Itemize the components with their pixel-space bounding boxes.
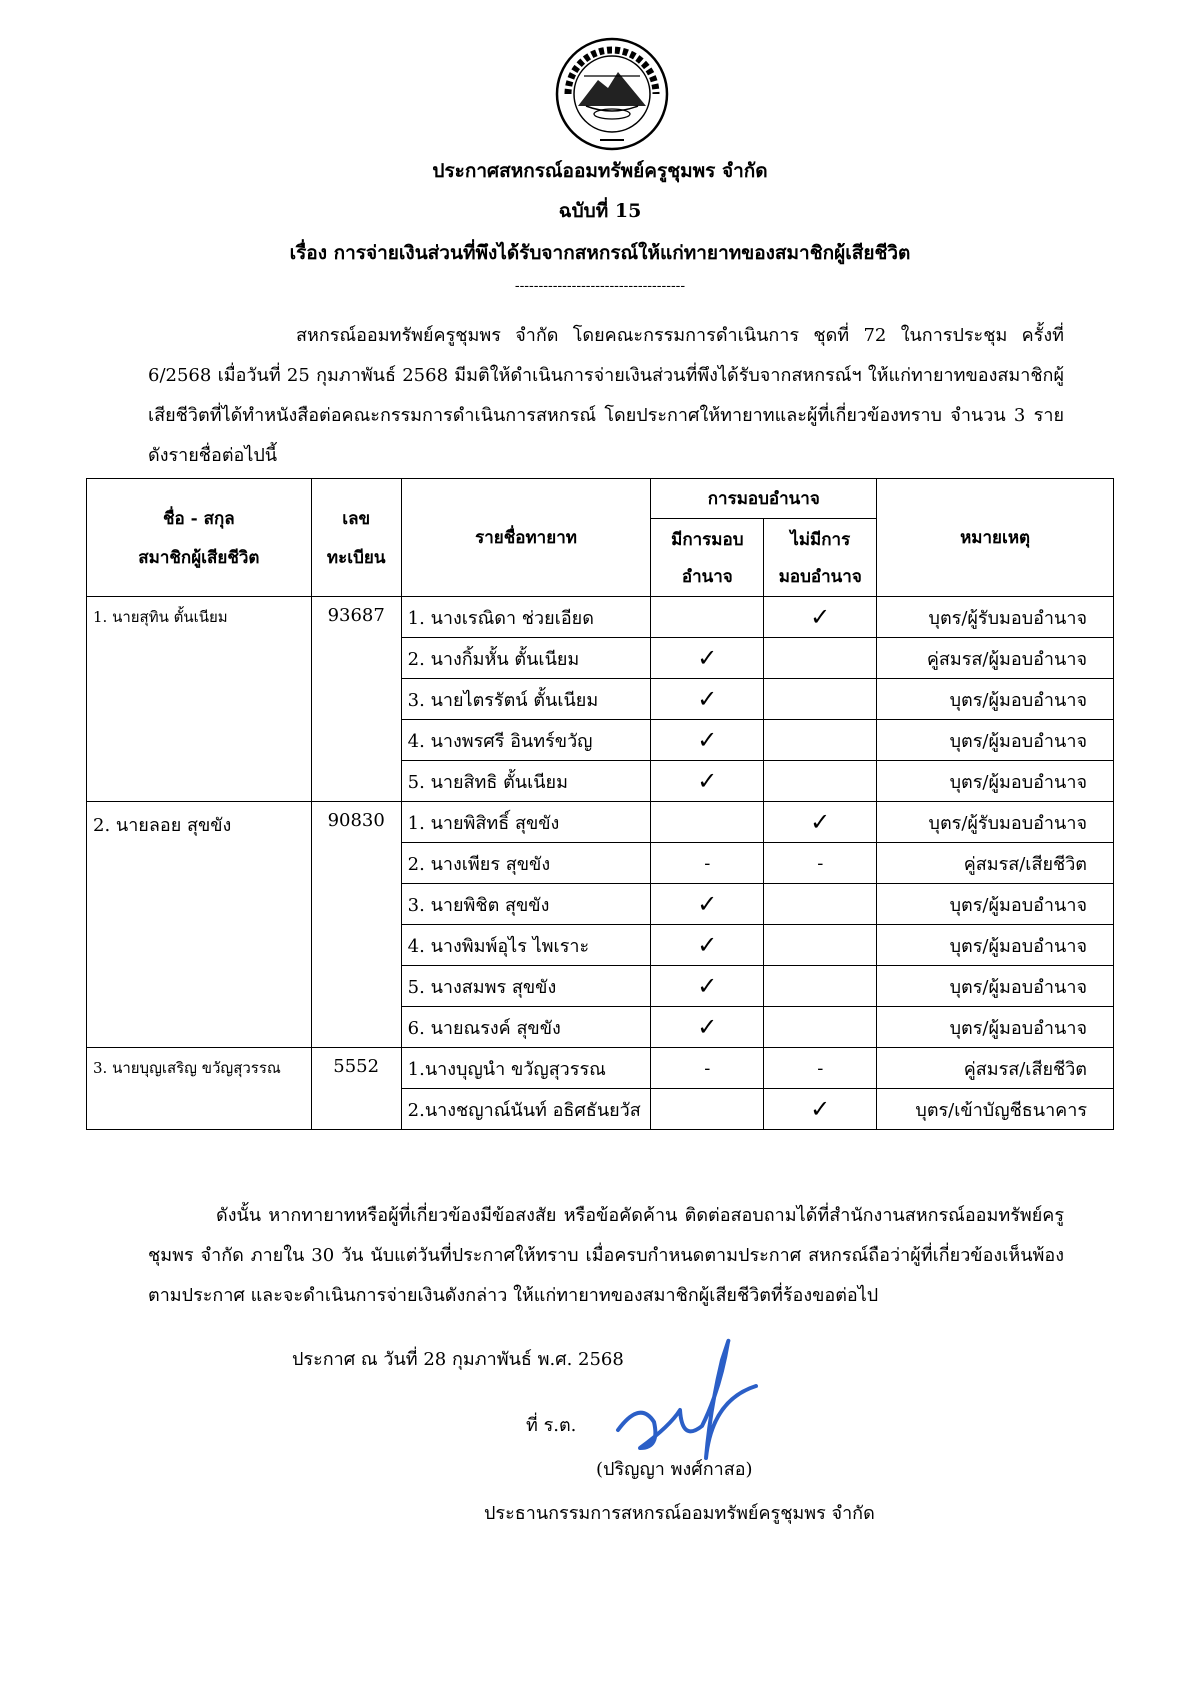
member-registration-number: 93687 [311,597,401,802]
heir-remark: บุตร/เข้าบัญชีธนาคาร [877,1089,1114,1130]
heir-remark: บุตร/ผู้มอบอำนาจ [877,1007,1114,1048]
issue-number: ฉบับที่ 15 [558,200,642,222]
check-mark-icon: ✓ [697,643,718,672]
member-name: 2. นายลอย สุขขัง [87,802,312,1048]
signer-rank: ที่ ร.ต. [526,1415,577,1436]
heir-name: 2. นางเพียร สุขขัง [401,843,651,884]
heirs-table-body [87,597,1114,1130]
heir-name: 5. นางสมพร สุขขัง [401,966,651,1007]
heirs-table [86,478,1114,1130]
dash-mark: - [817,1057,824,1079]
announcement-title: ประกาศสหกรณ์ออมทรัพย์ครูชุมพร จำกัด [432,160,768,182]
authority-granted-mark [651,884,764,925]
heir-name: 1. นางเรณิดา ช่วยเอียด [401,597,651,638]
member-registration-number: 5552 [311,1048,401,1130]
authority-not-granted-mark [764,843,877,884]
authority-not-granted-mark [764,884,877,925]
header-not-granted: ไม่มีการ มอบอำนาจ [764,519,877,597]
heir-remark: คู่สมรส/ผู้มอบอำนาจ [877,638,1114,679]
handwritten-signature [610,1330,760,1470]
check-mark-icon: ✓ [697,684,718,713]
authority-not-granted-mark [764,720,877,761]
closing-paragraph: ดังนั้น หากทายาทหรือผู้ที่เกี่ยวข้องมีข้อสงสัย หรือข้อคัดค้าน ติดต่อสอบถามได้ที่สำนักงานสหกรณ์ออมทรัพย์ครูชุมพร จำกัด ภายใน 30 วัน นับแต่วันที่ประกาศให้ทราบ เมื่อครบกำหนดตามประกาศ สหกรณ์ถือว่าผู้ที่เกี่ยวข้องเห็นพ้องตามประกาศ และจะดำเนินการจ่ายเงินดังกล่าว ให้แก่ทายาทของสมาชิกผู้เสียชีวิตที่ร้องขอต่อไป [148,1205,1064,1306]
authority-not-granted-mark [764,679,877,720]
authority-granted-mark [651,1007,764,1048]
check-mark-icon: ✓ [697,766,718,795]
authority-not-granted-mark [764,1089,877,1130]
authority-granted-mark [651,1089,764,1130]
check-mark-icon: ✓ [810,1094,831,1123]
check-mark-icon: ✓ [697,930,718,959]
heir-name: 1.นางบุญนำ ขวัญสุวรรณ [401,1048,651,1089]
authority-granted-mark [651,761,764,802]
authority-granted-mark [651,679,764,720]
table-row [87,802,1114,843]
announcement-subject: เรื่อง การจ่ายเงินส่วนที่พึงได้รับจากสหกรณ์ให้แก่ทายาทของสมาชิกผู้เสียชีวิต [289,242,911,264]
authority-not-granted-mark [764,1048,877,1089]
heir-remark: บุตร/ผู้มอบอำนาจ [877,884,1114,925]
member-registration-number: 90830 [311,802,401,1048]
heir-remark: บุตร/ผู้มอบอำนาจ [877,720,1114,761]
header-member: ชื่อ - สกุล สมาชิกผู้เสียชีวิต [87,479,312,597]
dash-mark: - [704,1057,711,1079]
dash-mark: - [817,852,824,874]
header-remark: หมายเหตุ [877,479,1114,597]
header-granted: มีการมอบ อำนาจ [651,519,764,597]
authority-not-granted-mark [764,1007,877,1048]
authority-not-granted-mark [764,966,877,1007]
member-name: 3. นายบุญเสริญ ขวัญสุวรรณ [87,1048,312,1130]
header-registration: เลข ทะเบียน [311,479,401,597]
check-mark-icon: ✓ [697,889,718,918]
heir-name: 3. นายพิชิต สุขขัง [401,884,651,925]
check-mark-icon: ✓ [697,971,718,1000]
table-row [87,597,1114,638]
heir-remark: บุตร/ผู้มอบอำนาจ [877,966,1114,1007]
authority-granted-mark [651,1048,764,1089]
authority-not-granted-mark [764,761,877,802]
authority-granted-mark [651,597,764,638]
authority-granted-mark [651,843,764,884]
authority-not-granted-mark [764,597,877,638]
authority-granted-mark [651,720,764,761]
heir-name: 4. นางพรศรี อินทร์ขวัญ [401,720,651,761]
heir-remark: คู่สมรส/เสียชีวิต [877,843,1114,884]
authority-granted-mark [651,638,764,679]
signer-position: ประธานกรรมการสหกรณ์ออมทรัพย์ครูชุมพร จำกัด [484,1503,875,1524]
authority-not-granted-mark [764,638,877,679]
intro-paragraph: สหกรณ์ออมทรัพย์ครูชุมพร จำกัด โดยคณะกรรมการดำเนินการ ชุดที่ 72 ในการประชุม ครั้งที่ 6/2568 เมื่อวันที่ 25 กุมภาพันธ์ 2568 มีมติให้ดำเนินการจ่ายเงินส่วนที่พึงได้รับจากสหกรณ์ฯ ให้แก่ทายาทของสมาชิกผู้เสียชีวิตที่ได้ทำหนังสือต่อคณะกรรมการดำเนินการสหกรณ์ โดยประกาศให้ทายาทและผู้ที่เกี่ยวข้องทราบ จำนวน 3 ราย ดังรายชื่อต่อไปนี้ [148,325,1064,466]
heir-remark: บุตร/ผู้รับมอบอำนาจ [877,597,1114,638]
table-row [87,1048,1114,1089]
heir-name: 1. นายพิสิทธิ์ สุขขัง [401,802,651,843]
header-authority: การมอบอำนาจ [651,479,877,519]
heir-remark: บุตร/ผู้มอบอำนาจ [877,679,1114,720]
authority-not-granted-mark [764,925,877,966]
heir-remark: บุตร/ผู้รับมอบอำนาจ [877,802,1114,843]
heir-remark: บุตร/ผู้มอบอำนาจ [877,925,1114,966]
cooperative-seal-logo [554,36,670,152]
heir-remark: คู่สมรส/เสียชีวิต [877,1048,1114,1089]
announcement-date: ประกาศ ณ วันที่ 28 กุมภาพันธ์ พ.ศ. 2568 [292,1349,624,1370]
dash-mark: - [704,852,711,874]
header-heirs: รายชื่อทายาท [401,479,651,597]
heir-remark: บุตร/ผู้มอบอำนาจ [877,761,1114,802]
heir-name: 5. นายสิทธิ ตั้นเนียม [401,761,651,802]
heir-name: 4. นางพิมพ์อุไร ไพเราะ [401,925,651,966]
heir-name: 2. นางกิ้มหั้น ตั้นเนียม [401,638,651,679]
heir-name: 2.นางชญาณ์นันท์ อธิศธันยวัส [401,1089,651,1130]
check-mark-icon: ✓ [810,807,831,836]
heir-name: 3. นายไตรรัตน์ ตั้นเนียม [401,679,651,720]
check-mark-icon: ✓ [810,602,831,631]
authority-not-granted-mark [764,802,877,843]
check-mark-icon: ✓ [697,725,718,754]
authority-granted-mark [651,802,764,843]
check-mark-icon: ✓ [697,1012,718,1041]
header-separator: ------------------------------------ [514,278,686,294]
signer-name: (ปริญญา พงศ์กาสอ) [596,1459,753,1480]
authority-granted-mark [651,966,764,1007]
authority-granted-mark [651,925,764,966]
member-name: 1. นายสุทิน ตั้นเนียม [87,597,312,802]
heir-name: 6. นายณรงค์ สุขขัง [401,1007,651,1048]
